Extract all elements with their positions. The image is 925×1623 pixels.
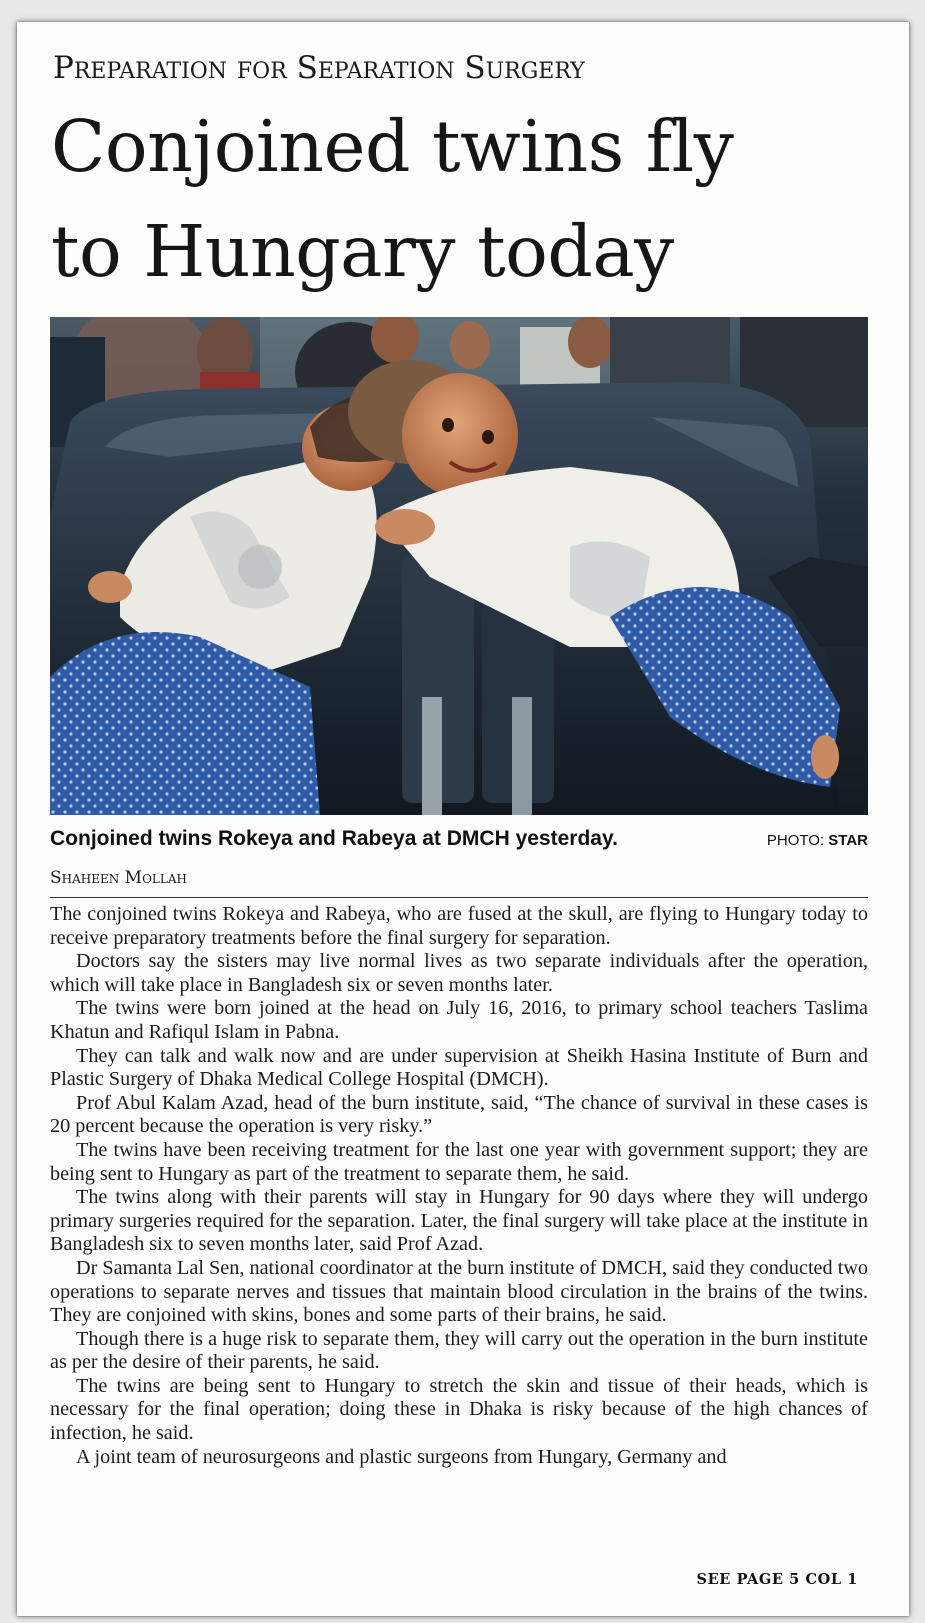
- headline-line-2: to Hungary today: [51, 210, 674, 293]
- headline-line-1: Conjoined twins fly: [51, 105, 734, 188]
- twins-hands: [375, 509, 435, 545]
- news-photo: [50, 317, 868, 815]
- credit-source: STAR: [828, 832, 868, 849]
- article-paragraph: Though there is a huge risk to separate them, they will carry out the operation in the burn institute as per the desire of their parents, he said.: [50, 1327, 868, 1374]
- article-paragraph: Prof Abul Kalam Azad, head of the burn institute, said, “The chance of survival in these cases is 20 percent because the operation is very risky.”: [50, 1091, 868, 1138]
- bystander: [568, 317, 612, 368]
- continued-page-reference: SEE PAGE 5 COL 1: [696, 1571, 858, 1588]
- right-twin-eye: [482, 430, 494, 444]
- article-paragraph: The twins are being sent to Hungary to stretch the skin and tissue of their heads, which is necessary for the final operation; doing these in Dhaka is risky because of the high chances of infection, he said.: [50, 1374, 868, 1445]
- bystander: [610, 317, 730, 387]
- chair-leg: [422, 697, 442, 815]
- headline: [51, 94, 733, 304]
- right-twin-foot: [811, 735, 839, 779]
- photo-caption: [50, 827, 868, 857]
- right-twin-eye: [442, 418, 454, 432]
- article-paragraph: The twins have been receiving treatment for the last one year with government support; they are being sent to Hungary as part of the treatment to separate them, he said.: [50, 1138, 868, 1185]
- credit-label: PHOTO:: [766, 832, 825, 849]
- article-paragraph: Dr Samanta Lal Sen, national coordinator at the burn institute of DMCH, said they conducted two operations to separate nerves and tissues that maintain blood circulation in the brains of the twins. They are conjoined with skins, bones and some parts of their brains, he said.: [50, 1256, 868, 1327]
- caption-text: Conjoined twins Rokeya and Rabeya at DMCH yesterday.: [50, 827, 618, 850]
- newspaper-clipping: [17, 22, 909, 1616]
- article-body: [50, 903, 868, 1469]
- article-paragraph: The conjoined twins Rokeya and Rabeya, who are fused at the skull, are flying to Hungary today to receive preparatory treatments before the final surgery for separation.: [50, 903, 868, 949]
- left-twin-shirt-print: [238, 545, 282, 589]
- photo-credit: [767, 832, 868, 849]
- twins-photo-illustration: [50, 317, 868, 815]
- article-paragraph: The twins were born joined at the head on July 16, 2016, to primary school teachers Taslima Khatun and Rafiqul Islam in Pabna.: [50, 997, 868, 1043]
- article-paragraph: A joint team of neurosurgeons and plastic surgeons from Hungary, Germany and: [76, 1445, 727, 1468]
- kicker: Preparation for Separation Surgery: [53, 50, 585, 86]
- article-paragraph: The twins along with their parents will stay in Hungary for 90 days where they will undergo primary surgeries required for the separation. Later, the final surgery will take place at the institute in Bangladesh six to seven months later, said Prof Azad.: [50, 1186, 868, 1256]
- bystander: [450, 321, 490, 369]
- chair-leg: [512, 697, 532, 815]
- article-paragraph: They can talk and walk now and are under supervision at Sheikh Hasina Institute of Burn and Plastic Surgery of Dhaka Medical College Hospital (DMCH).: [50, 1044, 868, 1091]
- byline-divider: [50, 897, 868, 898]
- left-twin-hand: [88, 571, 132, 603]
- article-paragraph: Doctors say the sisters may live normal lives as two separate individuals after the operation, which will take place in Bangladesh six or seven months later.: [50, 950, 868, 996]
- byline: Shaheen Mollah: [50, 868, 187, 888]
